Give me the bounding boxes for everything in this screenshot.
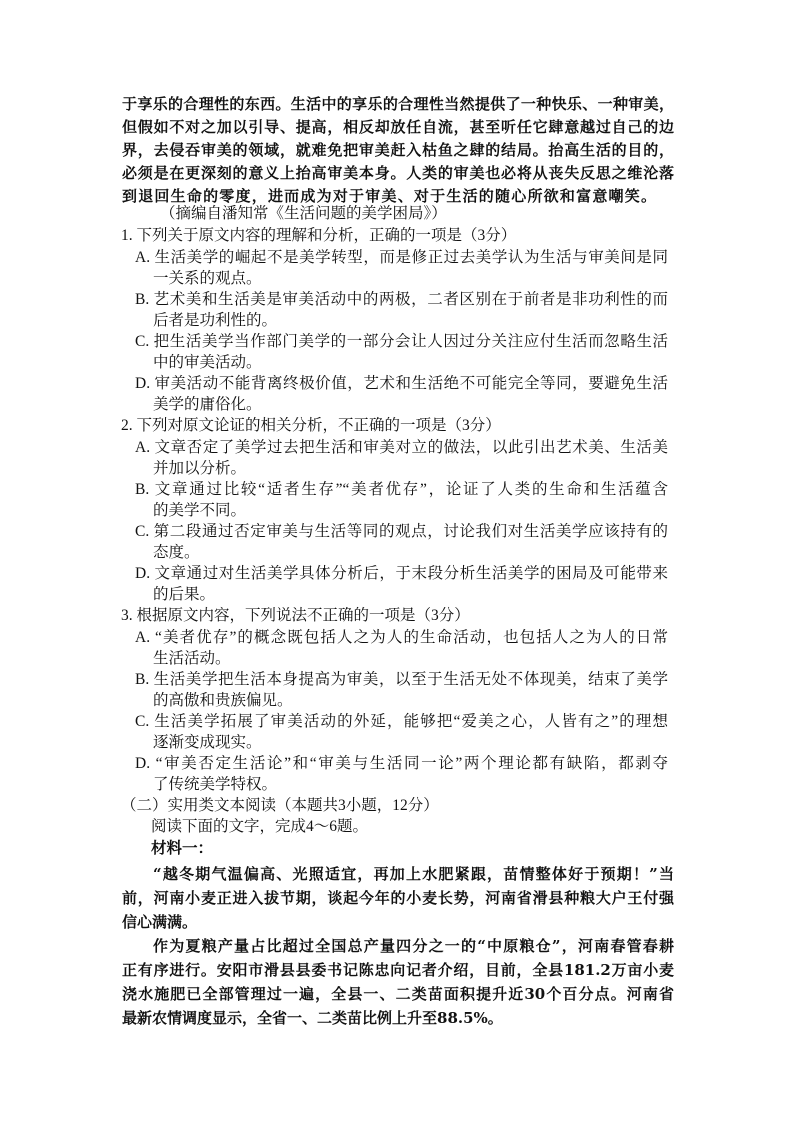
passage-line: 信心满满。: [122, 913, 198, 931]
option-a-continued: 一关系的观点。: [153, 270, 262, 287]
option-c-continued: 态度。: [153, 544, 200, 561]
passage-line-text: “越冬期气温偏高、光照适宜，再加上水肥紧跟，苗情整体好于预期！”当: [153, 865, 674, 883]
passage-line-text: 前，河南小麦正进入拔节期，谈起今年的小麦长势，河南省滑县种粮大户王付强: [122, 889, 674, 907]
option-a-continued: 生活活动。: [153, 650, 231, 667]
option-text: C. 生活美学拓展了审美活动的外延，能够把“爱美之心，人皆有之”的理想: [135, 713, 668, 730]
passage-line: [122, 186, 656, 206]
option-text: D. 审美活动不能背离终极价值，艺术和生活绝不可能完全等同，要避免生活: [135, 375, 668, 392]
option-d: [135, 374, 668, 394]
option-c-continued: 中的审美活动。: [153, 354, 262, 371]
option-text: D. “审美否定生活论”和“审美与生活同一论”两个理论都有缺陷，都剥夺: [135, 755, 668, 772]
option-text: A. 生活美学的崛起不是美学转型，而是修正过去美学认为生活与审美间是同: [135, 249, 668, 266]
option-d-continued: 美学的庸俗化。: [153, 396, 262, 413]
question-stem: 1. 下列关于原文内容的理解和分析，正确的一项是（3分）: [121, 227, 517, 244]
option-b-continued: 的高傲和贵族偏见。: [153, 692, 293, 709]
option-text: D. 文章通过对生活美学具体分析后，于末段分析生活美学的困局及可能带来: [135, 565, 668, 582]
option-b: [135, 480, 668, 500]
option-text: B. 艺术美和生活美是审美活动中的两极，二者区别在于前者是非功利性的而: [135, 291, 668, 308]
passage-line: [122, 960, 674, 980]
option-text: B. 生活美学把生活本身提高为审美，以至于生活无处不体现美，结束了美学: [135, 671, 668, 688]
passage-line-text: 到退回生命的零度，进而成为对于审美、对于生活的随心所欲和富意嘲笑。: [122, 187, 656, 205]
passage-source: （摘编自潘知常《生活问题的美学困局》）: [160, 205, 447, 222]
option-d-continued: 了传统美学特权。: [153, 776, 278, 793]
passage-line-text: 但假如不对之加以引导、提高，相反却放任自流，甚至听任它肆意越过自己的边: [122, 118, 674, 136]
passage-line: [122, 117, 674, 137]
option-text: C. 把生活美学当作部门美学的一部分会让人因过分关注应付生活而忽略生活: [135, 333, 668, 350]
option-b-continued: 的美学不同。: [153, 502, 247, 519]
passage-line: [122, 984, 674, 1004]
option-text: C. 第二段通过否定审美与生活等同的观点，讨论我们对生活美学应该持有的: [135, 523, 668, 540]
material-label: 材料一：: [151, 840, 214, 857]
option-a-continued: 并加以分析。: [153, 460, 247, 477]
question-stem: 3. 根据原文内容，下列说法不正确的一项是（3分）: [121, 607, 470, 624]
section-instruction: 阅读下面的文字，完成4～6题。: [151, 818, 369, 835]
option-c: [135, 522, 668, 542]
option-a: [135, 628, 668, 648]
option-d: [135, 564, 668, 584]
passage-line: [153, 936, 674, 956]
option-b: [135, 670, 668, 690]
passage-line: [122, 888, 674, 908]
option-a: [135, 438, 668, 458]
option-b-continued: 后者是功利性的。: [153, 312, 278, 329]
passage-line-text: 于享乐的合理性的东西。生活中的享乐的合理性当然提供了一种快乐、一种审美，: [122, 95, 674, 113]
passage-line: [122, 140, 674, 160]
passage-line: 最新农情调度显示，全省一、二类苗比例上升至88.5%。: [122, 1009, 503, 1027]
option-d: [135, 754, 668, 774]
passage-line-text: 正有序进行。安阳市滑县县委书记陈忠向记者介绍，目前，全县181.2万亩小麦: [122, 961, 674, 979]
option-a: [135, 248, 668, 268]
passage-line: [153, 864, 674, 884]
option-c-continued: 逐渐变成现实。: [153, 734, 262, 751]
passage-line-text: 浇水施肥已全部管理过一遍，全县一、二类苗面积提升近30个百分点。河南省: [122, 985, 674, 1003]
passage-line: [122, 94, 674, 114]
option-text: A. 文章否定了美学过去把生活和审美对立的做法，以此引出艺术美、生活美: [135, 439, 668, 456]
passage-line-text: 作为夏粮产量占比超过全国总产量四分之一的“中原粮仓”，河南春管春耕: [153, 937, 674, 955]
option-b: [135, 290, 668, 310]
option-text: A. “美者优存”的概念既包括人之为人的生命活动，也包括人之为人的日常: [135, 629, 668, 646]
question-stem: 2. 下列对原文论证的相关分析，不正确的一项是（3分）: [121, 417, 501, 434]
section-heading: （二）实用类文本阅读（本题共3小题，12分）: [121, 797, 439, 814]
passage-line: [122, 163, 674, 183]
option-text: B. 文章通过比较“适者生存”“美者优存”，论证了人类的生命和生活蕴含: [135, 481, 668, 498]
option-c: [135, 712, 668, 732]
option-c: [135, 332, 668, 352]
option-d-continued: 的后果。: [153, 586, 216, 603]
passage-line-text: 必须是在更深刻的意义上抬高审美本身。人类的审美也必将从丧失反思之维沦落: [122, 164, 674, 182]
passage-line-text: 界，去侵吞审美的领域，就难免把审美赶入枯鱼之肆的结局。抬高生活的目的，: [122, 141, 674, 159]
